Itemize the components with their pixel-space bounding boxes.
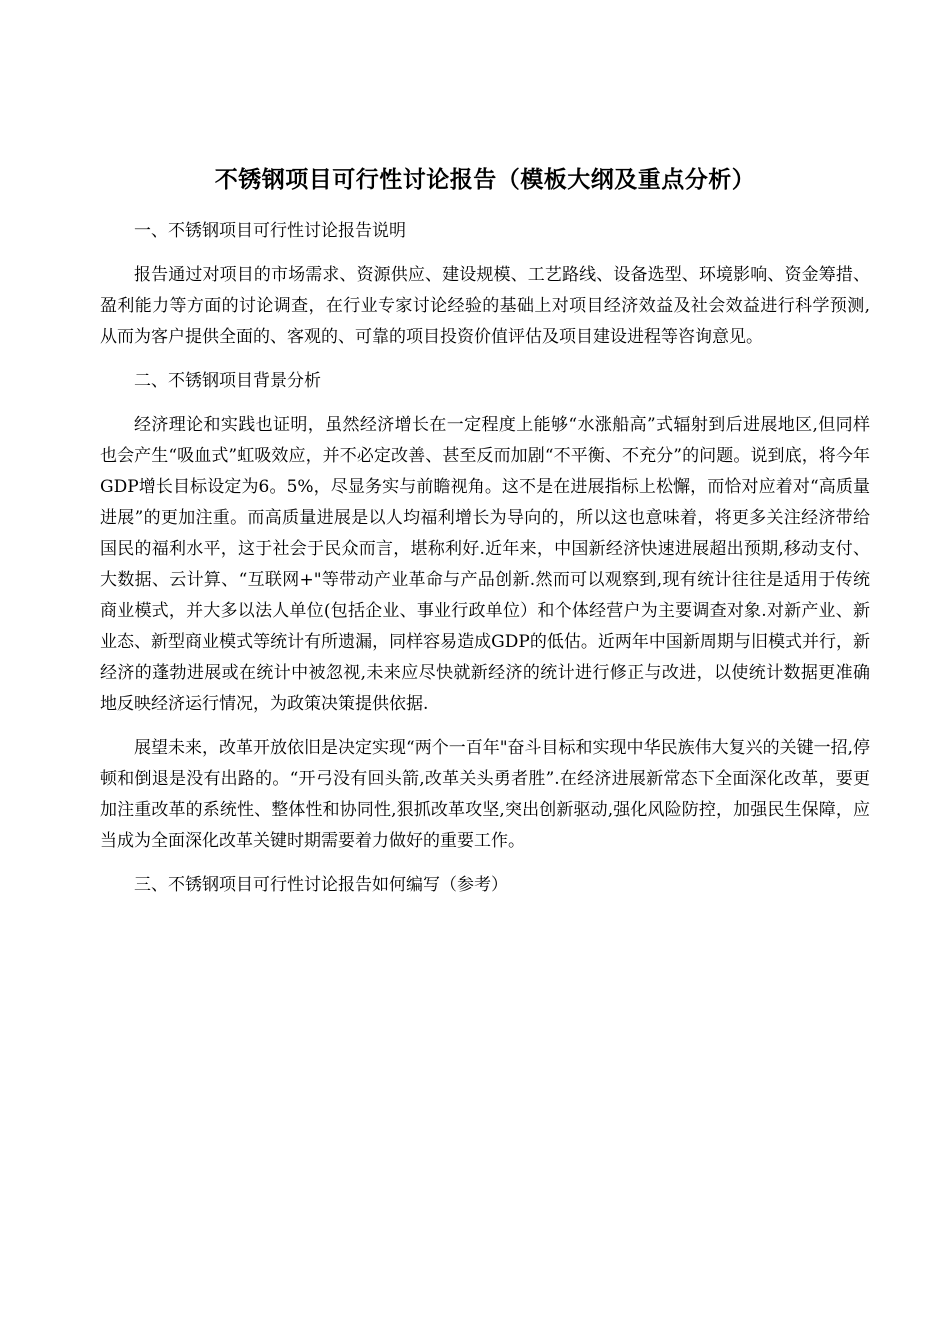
section-paragraph: 展望未来，改革开放依旧是决定实现“两个一百年"奋斗目标和实现中华民族伟大复兴的关键一招,停顿和倒退是没有出路的。“开弓没有回头箭,改革关头勇者胜”.在经济进展新常态下全面深化改革，要更加注重改革的系统性、整体性和协同性,狠抓改革攻坚,突出创新驱动,强化风险防控，加强民生保障，应当成为全面深化改革关键时期需要着力做好的重要工作。	[100, 738, 870, 851]
document-title: 不锈钢项目可行性讨论报告（模板大纲及重点分析）	[214, 166, 756, 193]
document-page	[100, 162, 870, 914]
section-heading: 一、不锈钢项目可行性讨论报告说明	[134, 221, 406, 241]
section-heading: 三、不锈钢项目可行性讨论报告如何编写（参考）	[134, 875, 508, 895]
section-paragraph: 报告通过对项目的市场需求、资源供应、建设规模、工艺路线、设备选型、环境影响、资金筹措、盈利能力等方面的讨论调查，在行业专家讨论经验的基础上对项目经济效益及社会效益进行科学预测,从而为客户提供全面的、客观的、可靠的项目投资价值评估及项目建设进程等咨询意见。	[100, 265, 870, 347]
section-background-analysis	[100, 366, 870, 857]
section-how-to-write	[100, 870, 870, 901]
section-paragraph: 经济理论和实践也证明，虽然经济增长在一定程度上能够“水涨船高”式辐射到后进展地区,但同样也会产生“吸血式”虹吸效应，并不必定改善、甚至反而加剧“不平衡、不充分”的问题。说到底，将今年GDP增长目标设定为6。5%，尽显务实与前瞻视角。这不是在进展指标上松懈，而恰对应着对“高质量进展”的更加注重。而高质量进展是以人均福利增长为导向的，所以这也意味着，将更多关注经济带给国民的福利水平，这于社会于民众而言，堪称利好.近年来，中国新经济快速进展超出预期,移动支付、大数据、云计算、“互联网+"等带动产业革命与产品创新.然而可以观察到,现有统计往往是适用于传统商业模式，并大多以法人单位(包括企业、事业行政单位）和个体经营户为主要调查对象.对新产业、新业态、新型商业模式等统计有所遗漏，同样容易造成GDP的低估。近两年中国新周期与旧模式并行，新经济的蓬勃进展或在统计中被忽视,未来应尽快就新经济的统计进行修正与改进，以使统计数据更准确地反映经济运行情况，为政策决策提供依据.	[100, 415, 870, 714]
section-report-description	[100, 216, 870, 353]
section-heading: 二、不锈钢项目背景分析	[134, 371, 321, 391]
